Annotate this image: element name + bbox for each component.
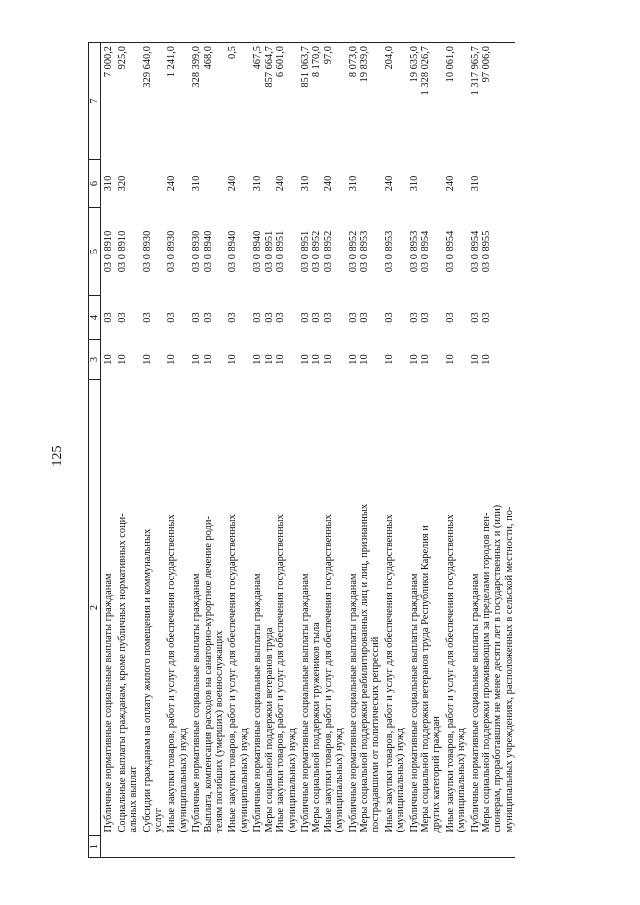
cell-name [140, 380, 165, 836]
cell-target-article [407, 208, 443, 296]
cell-col-1 [101, 836, 115, 858]
cell-col-1 [115, 836, 140, 858]
table-row [298, 43, 346, 858]
cell-line: Публичные нормативные социальные выплаты гражданам [103, 573, 115, 833]
cell-amount [189, 43, 225, 160]
cell-line: Публичные нормативные социальные выплаты гражданам [469, 573, 481, 833]
cell-line: 320 [116, 175, 128, 192]
cell-line: Субсидии гражданам на оплату жилого помещения и коммунальных [141, 528, 153, 833]
table-row [189, 43, 225, 858]
cell-line: 310 [191, 175, 203, 192]
cell-line: сионерам, проработавшим не менее десяти лет в государственных и (или) [492, 504, 504, 833]
cell-line: 1 317 965,7 [469, 46, 481, 96]
column-header: 7 [89, 43, 101, 160]
cell-col-1 [443, 836, 468, 858]
cell-line: 1 328 026,7 [419, 46, 431, 96]
cell-amount [443, 43, 468, 160]
cell-line: 10 [481, 354, 492, 365]
cell-line: 03 [227, 312, 239, 323]
cell-line: 10 [347, 354, 359, 365]
cell-section [101, 340, 115, 380]
table-row [225, 43, 250, 858]
cell-section [298, 340, 346, 380]
cell-expense-type [225, 160, 250, 208]
cell-line: 03 [358, 312, 370, 323]
cell-line: Иные закупки товаров, работ и услуг для обеспечения государственных [275, 514, 287, 833]
cell-amount [140, 43, 165, 160]
cell-col-1 [250, 836, 298, 858]
cell-line: 10 [444, 354, 456, 365]
cell-line: (муниципальных) нужд [286, 727, 298, 833]
cell-line: 03 0 8954 [444, 230, 456, 273]
cell-line: 10 [419, 354, 431, 365]
cell-line: 03 0 8952 [311, 230, 323, 273]
cell-subsection [298, 296, 346, 340]
cell-line: 10 [227, 354, 239, 365]
cell-section [407, 340, 443, 380]
cell-col-1 [225, 836, 250, 858]
cell-line: 10 [299, 354, 311, 365]
cell-target-article [164, 208, 189, 296]
cell-section [250, 340, 298, 380]
cell-col-1 [382, 836, 407, 858]
cell-line: 10 [311, 354, 323, 365]
cell-line: 03 0 8940 [227, 230, 239, 273]
cell-subsection [101, 296, 115, 340]
cell-line: 03 0 8940 [252, 230, 264, 273]
cell-line [264, 163, 275, 205]
cell-line: Выплата, компенсация расходов на санаторно-курортное лечение роди- [202, 516, 214, 833]
cell-amount [101, 43, 115, 160]
cell-line: 10 [191, 354, 203, 365]
cell-line: 310 [299, 175, 311, 192]
cell-line: 204,0 [383, 46, 395, 70]
page-number: 125 [50, 445, 65, 467]
column-header: 1 [89, 836, 101, 858]
cell-line: 310 [408, 175, 420, 192]
cell-section [468, 340, 516, 380]
cell-line: 10 [252, 354, 264, 365]
cell-line: 10 [116, 354, 128, 365]
cell-line: 851 063,7 [299, 46, 311, 88]
cell-line: 03 0 8954 [469, 230, 481, 273]
cell-subsection [443, 296, 468, 340]
cell-line: 03 [408, 312, 420, 323]
cell-expense-type [164, 160, 189, 208]
cell-line: (муниципальных) нужд [238, 727, 250, 833]
cell-line: 10 [408, 354, 420, 365]
cell-name [189, 380, 225, 836]
cell-target-article [101, 208, 115, 296]
cell-subsection [468, 296, 516, 340]
cell-line: 240 [322, 175, 334, 192]
cell-line: Иные закупки товаров, работ и услуг для обеспечения государственных [166, 514, 178, 833]
cell-name [164, 380, 189, 836]
cell-line: 97 006,0 [481, 46, 492, 83]
cell-line: 03 0 8955 [481, 230, 492, 273]
cell-line: других категорий граждан [431, 716, 443, 833]
cell-section [189, 340, 225, 380]
cell-line: 240 [227, 175, 239, 192]
cell-line: 03 [103, 312, 115, 323]
cell-amount [407, 43, 443, 160]
cell-expense-type [346, 160, 382, 208]
cell-line: 03 [263, 312, 275, 323]
cell-subsection [346, 296, 382, 340]
cell-col-1 [468, 836, 516, 858]
cell-line: муниципальных учреждениях, расположенных в сельской местности, по- [503, 506, 515, 833]
cell-line: 240 [383, 175, 395, 192]
cell-name [407, 380, 443, 836]
cell-name [443, 380, 468, 836]
cell-target-article [443, 208, 468, 296]
cell-subsection [407, 296, 443, 340]
cell-target-article [298, 208, 346, 296]
cell-expense-type [382, 160, 407, 208]
column-header: 2 [89, 380, 101, 836]
cell-line: 19 635,0 [408, 46, 420, 83]
cell-name [115, 380, 140, 836]
cell-subsection [382, 296, 407, 340]
cell-line: 03 0 8910 [116, 230, 128, 273]
table-row [164, 43, 189, 858]
cell-line [311, 163, 322, 205]
cell-subsection [115, 296, 140, 340]
rotated-table-region [88, 43, 573, 858]
cell-expense-type [298, 160, 346, 208]
cell-subsection [250, 296, 298, 340]
cell-amount [382, 43, 407, 160]
cell-line: 10 061,0 [444, 46, 456, 83]
column-header: 6 [89, 160, 101, 208]
cell-line: 03 [419, 312, 431, 323]
cell-subsection [140, 296, 165, 340]
cell-amount [346, 43, 382, 160]
cell-section [225, 340, 250, 380]
cell-line [142, 163, 153, 205]
cell-line: 03 0 8951 [263, 230, 275, 273]
cell-name [468, 380, 516, 836]
cell-section [382, 340, 407, 380]
cell-amount [225, 43, 250, 160]
cell-line: 03 0 8940 [202, 230, 214, 273]
cell-line: 03 0 8910 [103, 230, 115, 273]
column-header: 5 [89, 208, 101, 296]
cell-line: 10 [103, 354, 115, 365]
cell-line: 10 [469, 354, 481, 365]
cell-line: Публичные нормативные социальные выплаты гражданам [252, 573, 264, 833]
cell-expense-type [115, 160, 140, 208]
cell-line: 03 [275, 312, 287, 323]
cell-line: 240 [444, 175, 456, 192]
cell-line: 1 241,0 [166, 46, 178, 78]
cell-line: Публичные нормативные социальные выплаты гражданам [408, 573, 420, 833]
cell-amount [468, 43, 516, 160]
cell-line: услуг [153, 808, 165, 833]
cell-line: (муниципальных) нужд [395, 727, 407, 833]
cell-subsection [225, 296, 250, 340]
cell-line: 03 [141, 312, 153, 323]
cell-line: 03 0 8952 [322, 230, 334, 273]
cell-line: Иные закупки товаров, работ и услуг для обеспечения государственных [227, 514, 239, 833]
cell-subsection [164, 296, 189, 340]
cell-line: 857 664,7 [263, 46, 275, 88]
cell-line: 97,0 [322, 46, 334, 65]
cell-line: 240 [166, 175, 178, 192]
cell-line: 03 [299, 312, 311, 323]
table-row [443, 43, 468, 858]
cell-line: 329 640,0 [141, 46, 153, 88]
cell-expense-type [407, 160, 443, 208]
table-body [89, 43, 516, 858]
cell-line: альных выплат [128, 766, 140, 833]
cell-line: Публичные нормативные социальные выплаты гражданам [191, 573, 203, 833]
cell-target-article [382, 208, 407, 296]
cell-line [359, 163, 370, 205]
cell-line: Иные закупки товаров, работ и услуг для обеспечения государственных [444, 514, 456, 833]
cell-name [250, 380, 298, 836]
cell-expense-type [468, 160, 516, 208]
cell-amount [115, 43, 140, 160]
cell-line: (муниципальных) нужд [334, 727, 346, 833]
column-header: 3 [89, 340, 101, 380]
cell-line: 03 0 8930 [191, 230, 203, 273]
cell-amount [250, 43, 298, 160]
cell-line: 03 [347, 312, 359, 323]
cell-line: телям погибших (умерших) военнослужащих [214, 630, 226, 833]
cell-col-1 [164, 836, 189, 858]
cell-line: 310 [252, 175, 264, 192]
cell-line: 310 [347, 175, 359, 192]
cell-line: 03 [322, 312, 334, 323]
cell-line: 03 [481, 312, 492, 323]
budget-table [88, 42, 515, 858]
table-row [250, 43, 298, 858]
cell-line: Меры социальной поддержки тружеников тыла [311, 622, 323, 833]
cell-line: 03 0 8952 [347, 230, 359, 273]
cell-col-1 [189, 836, 225, 858]
table-row [101, 43, 115, 858]
cell-line: 10 [383, 354, 395, 365]
cell-line: (муниципальных) нужд [456, 727, 468, 833]
cell-line: 03 0 8953 [358, 230, 370, 273]
cell-name [225, 380, 250, 836]
cell-amount [298, 43, 346, 160]
cell-line [203, 163, 214, 205]
cell-line: 240 [275, 175, 287, 192]
cell-line: 03 0 8951 [275, 230, 287, 273]
cell-name [346, 380, 382, 836]
table-row [346, 43, 382, 858]
cell-line: Публичные нормативные социальные выплаты гражданам [299, 573, 311, 833]
cell-line: Иные закупки товаров, работ и услуг для обеспечения государственных [383, 514, 395, 833]
cell-col-1 [407, 836, 443, 858]
cell-line: Иные закупки товаров, работ и услуг для обеспечения государственных [322, 514, 334, 833]
cell-expense-type [101, 160, 115, 208]
cell-line: 328 399,0 [191, 46, 203, 88]
cell-line: 10 [202, 354, 214, 365]
cell-line: Меры социальной поддержки ветеранов труда Республики Карелия и [419, 525, 431, 833]
cell-expense-type [443, 160, 468, 208]
table-header-row [89, 43, 101, 858]
cell-line: 03 0 8953 [383, 230, 395, 273]
cell-line: 8 073,0 [347, 46, 359, 78]
cell-section [164, 340, 189, 380]
cell-line: 03 [116, 312, 128, 323]
cell-target-article [115, 208, 140, 296]
cell-line: пострадавшими от политических репрессий [370, 636, 382, 833]
cell-line: 10 [263, 354, 275, 365]
cell-col-1 [298, 836, 346, 858]
cell-line: 925,0 [116, 46, 128, 70]
cell-line: 03 0 8954 [419, 230, 431, 273]
table-row [468, 43, 516, 858]
cell-col-1 [140, 836, 165, 858]
cell-line: Социальные выплаты гражданам, кроме публичных нормативных соци- [116, 513, 128, 833]
cell-target-article [250, 208, 298, 296]
cell-section [115, 340, 140, 380]
cell-line: 10 [358, 354, 370, 365]
cell-col-1 [346, 836, 382, 858]
cell-line: Меры социальной поддержки реабилитированных лиц и лиц, признанных [358, 503, 370, 833]
cell-line: 310 [103, 175, 115, 192]
table-row [382, 43, 407, 858]
cell-line: 10 [275, 354, 287, 365]
cell-line: 310 [469, 175, 481, 192]
cell-expense-type [189, 160, 225, 208]
cell-line: 0,5 [227, 46, 239, 59]
cell-line: 468,0 [202, 46, 214, 70]
cell-line: 7 000,2 [103, 46, 115, 78]
cell-line: 03 [191, 312, 203, 323]
cell-target-article [468, 208, 516, 296]
cell-amount [164, 43, 189, 160]
cell-line: 03 [252, 312, 264, 323]
cell-section [140, 340, 165, 380]
table-row [115, 43, 140, 858]
cell-line [420, 163, 431, 205]
cell-line: 19 839,0 [358, 46, 370, 83]
cell-line: 03 [166, 312, 178, 323]
cell-line [481, 163, 492, 205]
table-row [140, 43, 165, 858]
cell-line: 03 0 8951 [299, 230, 311, 273]
cell-target-article [189, 208, 225, 296]
cell-line: 03 [383, 312, 395, 323]
cell-line: Меры социальной поддержки ветеранов труда [263, 627, 275, 833]
cell-subsection [189, 296, 225, 340]
cell-target-article [140, 208, 165, 296]
cell-line: 6 601,0 [275, 46, 287, 78]
cell-line: 03 [202, 312, 214, 323]
cell-line: 03 [311, 312, 323, 323]
cell-name [298, 380, 346, 836]
cell-expense-type [250, 160, 298, 208]
cell-target-article [346, 208, 382, 296]
cell-target-article [225, 208, 250, 296]
cell-name [382, 380, 407, 836]
cell-line: 03 [469, 312, 481, 323]
cell-line: Меры социальной поддержки проживающим за пределами городов пен- [481, 512, 492, 833]
cell-line: 8 170,0 [311, 46, 323, 78]
cell-line: 467,5 [252, 46, 264, 70]
cell-line: 03 0 8930 [141, 230, 153, 273]
cell-line: 10 [166, 354, 178, 365]
cell-expense-type [140, 160, 165, 208]
table-row [407, 43, 443, 858]
cell-line: 10 [322, 354, 334, 365]
cell-line: 03 0 8953 [408, 230, 420, 273]
cell-line: (муниципальных) нужд [177, 727, 189, 833]
cell-section [346, 340, 382, 380]
cell-line: 03 [444, 312, 456, 323]
cell-name [101, 380, 115, 836]
cell-line: 10 [141, 354, 153, 365]
cell-line: 03 0 8930 [166, 230, 178, 273]
cell-line: Публичные нормативные социальные выплаты гражданам [347, 573, 359, 833]
cell-section [443, 340, 468, 380]
column-header: 4 [89, 296, 101, 340]
